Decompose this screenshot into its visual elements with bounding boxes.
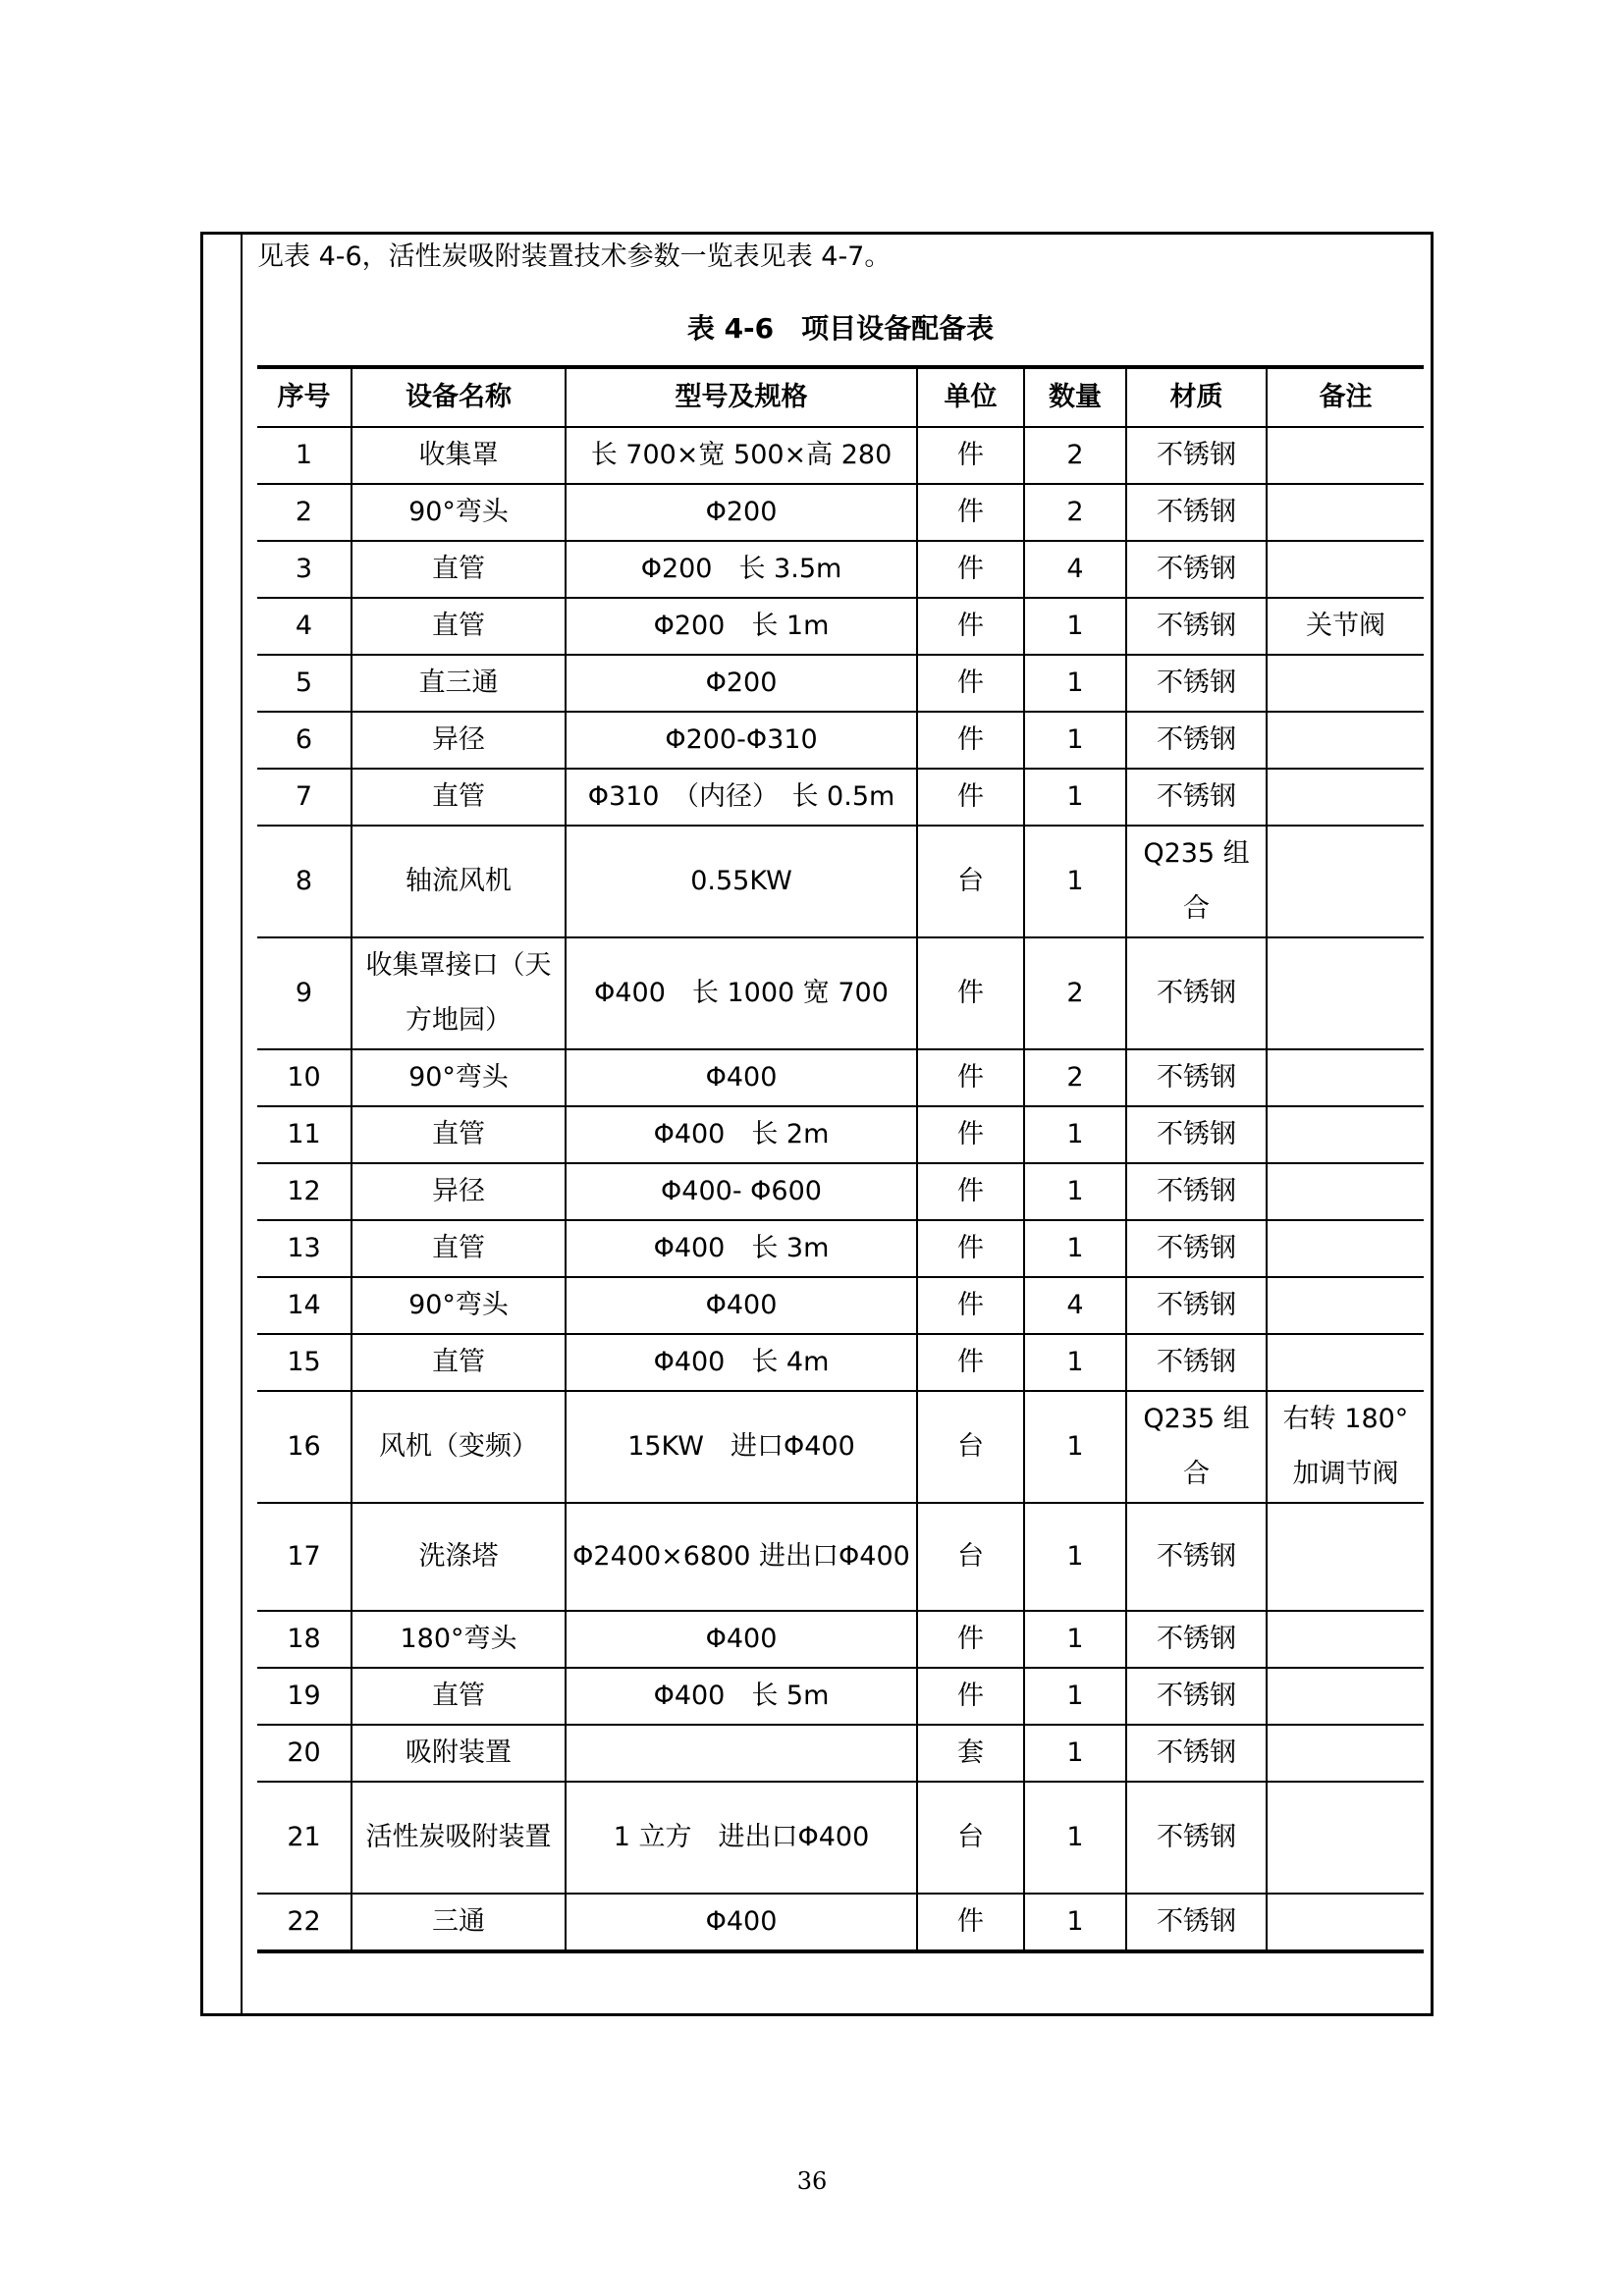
header-unit: 单位 [917, 367, 1024, 427]
cell-material: 不锈钢 [1126, 1668, 1267, 1725]
cell-model-spec: Φ400 长 2m [566, 1106, 917, 1163]
cell-unit: 件 [917, 712, 1024, 769]
table-row [257, 1668, 1424, 1725]
cell-equipment-name: 90°弯头 [352, 1049, 566, 1106]
cell-material: 不锈钢 [1126, 937, 1267, 1049]
cell-index: 20 [257, 1725, 352, 1782]
cell-remark [1267, 1611, 1424, 1668]
cell-equipment-name: 三通 [352, 1894, 566, 1951]
table-body [257, 427, 1424, 1951]
table-row [257, 1725, 1424, 1782]
header-remark: 备注 [1267, 367, 1424, 427]
table-row [257, 427, 1424, 484]
cell-equipment-name: 直管 [352, 1334, 566, 1391]
cell-remark [1267, 1049, 1424, 1106]
cell-equipment-name: 吸附装置 [352, 1725, 566, 1782]
cell-quantity: 1 [1024, 1106, 1126, 1163]
cell-quantity: 1 [1024, 1391, 1126, 1503]
cell-equipment-name: 收集罩接口（天方地园） [352, 937, 566, 1049]
cell-equipment-name: 直管 [352, 1220, 566, 1277]
cell-quantity: 1 [1024, 712, 1126, 769]
cell-unit: 件 [917, 1049, 1024, 1106]
cell-index: 12 [257, 1163, 352, 1220]
cell-model-spec: Φ400 长 4m [566, 1334, 917, 1391]
page-number: 36 [796, 2167, 828, 2195]
cell-equipment-name: 直管 [352, 1106, 566, 1163]
cell-unit: 件 [917, 598, 1024, 655]
cell-quantity: 1 [1024, 826, 1126, 937]
table-row [257, 655, 1424, 712]
cell-remark [1267, 655, 1424, 712]
cell-unit: 件 [917, 1277, 1024, 1334]
cell-remark [1267, 1334, 1424, 1391]
cell-equipment-name: 直三通 [352, 655, 566, 712]
cell-remark [1267, 427, 1424, 484]
cell-model-spec: 1 立方 进出口Φ400 [566, 1782, 917, 1894]
cell-equipment-name: 直管 [352, 598, 566, 655]
cell-equipment-name: 洗涤塔 [352, 1503, 566, 1611]
cell-equipment-name: 90°弯头 [352, 484, 566, 541]
cell-index: 1 [257, 427, 352, 484]
cell-material: 不锈钢 [1126, 1782, 1267, 1894]
cell-model-spec: Φ2400×6800 进出口Φ400 [566, 1503, 917, 1611]
cell-index: 16 [257, 1391, 352, 1503]
cell-remark [1267, 1668, 1424, 1725]
cell-remark [1267, 712, 1424, 769]
cell-remark [1267, 1163, 1424, 1220]
cell-remark [1267, 826, 1424, 937]
table-row [257, 769, 1424, 826]
cell-index: 6 [257, 712, 352, 769]
table-header-row [257, 367, 1424, 427]
cell-quantity: 4 [1024, 1277, 1126, 1334]
table-row [257, 484, 1424, 541]
cell-material: 不锈钢 [1126, 712, 1267, 769]
header-quantity: 数量 [1024, 367, 1126, 427]
cell-model-spec: Φ200 [566, 484, 917, 541]
cell-unit: 件 [917, 655, 1024, 712]
cell-index: 13 [257, 1220, 352, 1277]
cell-quantity: 1 [1024, 1894, 1126, 1951]
table-row [257, 1503, 1424, 1611]
cell-index: 22 [257, 1894, 352, 1951]
cell-index: 3 [257, 541, 352, 598]
cell-index: 19 [257, 1668, 352, 1725]
table-row [257, 1334, 1424, 1391]
cell-model-spec: Φ400- Φ600 [566, 1163, 917, 1220]
cell-model-spec: Φ200 长 1m [566, 598, 917, 655]
cell-remark [1267, 1782, 1424, 1894]
cell-remark [1267, 541, 1424, 598]
cell-material: 不锈钢 [1126, 1106, 1267, 1163]
cell-index: 10 [257, 1049, 352, 1106]
cell-index: 14 [257, 1277, 352, 1334]
cell-equipment-name: 轴流风机 [352, 826, 566, 937]
cell-remark [1267, 1894, 1424, 1951]
cell-remark [1267, 1277, 1424, 1334]
table-row [257, 1049, 1424, 1106]
cell-equipment-name: 异径 [352, 712, 566, 769]
cell-equipment-name: 直管 [352, 541, 566, 598]
cell-model-spec: Φ400 长 5m [566, 1668, 917, 1725]
cell-quantity: 1 [1024, 1220, 1126, 1277]
frame-margin-line [241, 234, 243, 2014]
cell-remark [1267, 1220, 1424, 1277]
cell-unit: 件 [917, 1894, 1024, 1951]
cell-equipment-name: 异径 [352, 1163, 566, 1220]
cell-model-spec: 15KW 进口Φ400 [566, 1391, 917, 1503]
cell-equipment-name: 收集罩 [352, 427, 566, 484]
cell-material: 不锈钢 [1126, 1277, 1267, 1334]
cell-material: 不锈钢 [1126, 1334, 1267, 1391]
table-row [257, 1894, 1424, 1951]
cell-quantity: 2 [1024, 484, 1126, 541]
cell-unit: 件 [917, 541, 1024, 598]
cell-model-spec: 长 700×宽 500×高 280 [566, 427, 917, 484]
cell-index: 17 [257, 1503, 352, 1611]
table-row [257, 937, 1424, 1049]
cell-index: 15 [257, 1334, 352, 1391]
cell-model-spec: Φ400 长 3m [566, 1220, 917, 1277]
cell-material: 不锈钢 [1126, 1611, 1267, 1668]
cell-index: 11 [257, 1106, 352, 1163]
table-row [257, 826, 1424, 937]
cell-quantity: 2 [1024, 1049, 1126, 1106]
cell-unit: 台 [917, 1391, 1024, 1503]
header-equipment-name: 设备名称 [352, 367, 566, 427]
cell-material: 不锈钢 [1126, 427, 1267, 484]
cell-quantity: 1 [1024, 1668, 1126, 1725]
cell-equipment-name: 180°弯头 [352, 1611, 566, 1668]
table-row [257, 1391, 1424, 1503]
cell-quantity: 1 [1024, 1782, 1126, 1894]
cell-quantity: 1 [1024, 1334, 1126, 1391]
cell-remark [1267, 1503, 1424, 1611]
cell-unit: 件 [917, 1611, 1024, 1668]
cell-model-spec: Φ400 [566, 1049, 917, 1106]
cell-unit: 台 [917, 826, 1024, 937]
cell-quantity: 2 [1024, 937, 1126, 1049]
header-material: 材质 [1126, 367, 1267, 427]
cell-unit: 台 [917, 1782, 1024, 1894]
cell-index: 2 [257, 484, 352, 541]
cell-material: 不锈钢 [1126, 541, 1267, 598]
cell-remark [1267, 484, 1424, 541]
cell-unit: 件 [917, 1163, 1024, 1220]
cell-model-spec: Φ200-Φ310 [566, 712, 917, 769]
table-caption: 表 4-6 项目设备配备表 [686, 312, 995, 345]
cell-quantity: 2 [1024, 427, 1126, 484]
cell-quantity: 1 [1024, 655, 1126, 712]
cell-unit: 件 [917, 427, 1024, 484]
cell-material: 不锈钢 [1126, 1163, 1267, 1220]
cell-remark [1267, 937, 1424, 1049]
cell-remark: 右转 180°加调节阀 [1267, 1391, 1424, 1503]
header-model-spec: 型号及规格 [566, 367, 917, 427]
cell-equipment-name: 活性炭吸附装置 [352, 1782, 566, 1894]
cell-model-spec: Φ400 长 1000 宽 700 [566, 937, 917, 1049]
cell-unit: 件 [917, 769, 1024, 826]
intro-text: 见表 4-6，活性炭吸附装置技术参数一览表见表 4-7。 [257, 241, 892, 272]
cell-index: 21 [257, 1782, 352, 1894]
cell-index: 9 [257, 937, 352, 1049]
table-row [257, 1782, 1424, 1894]
cell-quantity: 1 [1024, 1611, 1126, 1668]
table-row [257, 1163, 1424, 1220]
cell-unit: 件 [917, 1334, 1024, 1391]
cell-unit: 台 [917, 1503, 1024, 1611]
table-row [257, 1611, 1424, 1668]
cell-quantity: 4 [1024, 541, 1126, 598]
cell-material: 不锈钢 [1126, 1503, 1267, 1611]
cell-quantity: 1 [1024, 1725, 1126, 1782]
header-index: 序号 [257, 367, 352, 427]
cell-unit: 件 [917, 1220, 1024, 1277]
cell-equipment-name: 风机（变频） [352, 1391, 566, 1503]
cell-model-spec: Φ400 [566, 1277, 917, 1334]
cell-index: 7 [257, 769, 352, 826]
cell-material: 不锈钢 [1126, 655, 1267, 712]
cell-material: 不锈钢 [1126, 598, 1267, 655]
cell-material: Q235 组合 [1126, 1391, 1267, 1503]
cell-material: 不锈钢 [1126, 769, 1267, 826]
cell-equipment-name: 90°弯头 [352, 1277, 566, 1334]
cell-unit: 件 [917, 937, 1024, 1049]
cell-material: 不锈钢 [1126, 1894, 1267, 1951]
cell-unit: 件 [917, 1668, 1024, 1725]
table-row [257, 598, 1424, 655]
cell-model-spec: Φ400 [566, 1611, 917, 1668]
table-row [257, 1106, 1424, 1163]
cell-quantity: 1 [1024, 598, 1126, 655]
table-row [257, 541, 1424, 598]
cell-material: 不锈钢 [1126, 1725, 1267, 1782]
table-row [257, 1220, 1424, 1277]
cell-quantity: 1 [1024, 1163, 1126, 1220]
cell-index: 5 [257, 655, 352, 712]
cell-remark [1267, 1725, 1424, 1782]
table-row [257, 1277, 1424, 1334]
cell-index: 8 [257, 826, 352, 937]
cell-equipment-name: 直管 [352, 1668, 566, 1725]
cell-unit: 件 [917, 1106, 1024, 1163]
cell-remark [1267, 1106, 1424, 1163]
cell-material: Q235 组合 [1126, 826, 1267, 937]
cell-model-spec [566, 1725, 917, 1782]
equipment-table [257, 365, 1424, 1953]
cell-quantity: 1 [1024, 1503, 1126, 1611]
cell-model-spec: Φ400 [566, 1894, 917, 1951]
cell-model-spec: Φ200 长 3.5m [566, 541, 917, 598]
cell-unit: 套 [917, 1725, 1024, 1782]
cell-equipment-name: 直管 [352, 769, 566, 826]
cell-quantity: 1 [1024, 769, 1126, 826]
cell-remark [1267, 769, 1424, 826]
cell-index: 18 [257, 1611, 352, 1668]
cell-material: 不锈钢 [1126, 1049, 1267, 1106]
cell-material: 不锈钢 [1126, 1220, 1267, 1277]
cell-model-spec: 0.55KW [566, 826, 917, 937]
cell-model-spec: Φ310 （内径） 长 0.5m [566, 769, 917, 826]
cell-unit: 件 [917, 484, 1024, 541]
cell-material: 不锈钢 [1126, 484, 1267, 541]
cell-model-spec: Φ200 [566, 655, 917, 712]
table-row [257, 712, 1424, 769]
cell-remark: 关节阀 [1267, 598, 1424, 655]
cell-index: 4 [257, 598, 352, 655]
